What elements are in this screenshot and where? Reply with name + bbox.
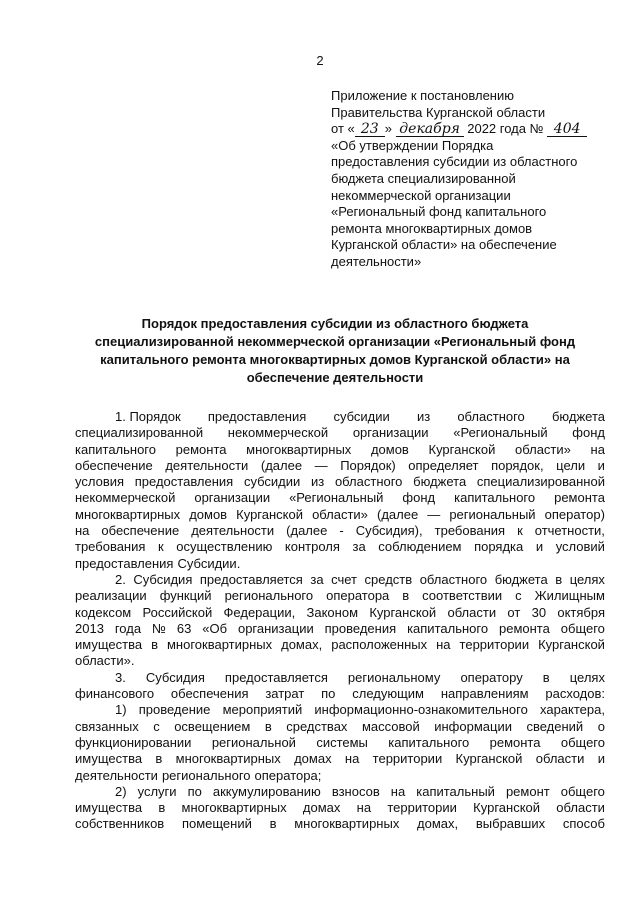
body-word: многоквартирных <box>75 506 181 522</box>
body-word: обеспечения <box>170 686 249 702</box>
body-word: освещением <box>174 718 251 734</box>
body-word: некоммерческой <box>227 425 329 441</box>
body-line <box>75 621 605 637</box>
body-word: Курганской <box>473 800 541 816</box>
body-word: (далее <box>286 523 328 539</box>
body-word: некоммерческой <box>75 490 176 506</box>
body-word: Субсидия), <box>355 523 423 539</box>
body-word: имущества <box>75 751 143 767</box>
body-word: года <box>114 620 142 636</box>
body-line <box>75 653 605 669</box>
body-word: требования <box>75 539 146 555</box>
date-prefix: от « <box>331 121 355 137</box>
body-line <box>75 442 605 458</box>
appendix-line: ремонта многоквартирных домов <box>331 220 533 236</box>
body-word: капитального <box>454 490 536 506</box>
body-word: с <box>153 718 160 734</box>
body-line <box>75 425 605 441</box>
body-word: проведения <box>324 620 397 636</box>
body-word: домов <box>189 506 228 522</box>
body-word: из <box>416 409 431 424</box>
body-word: связанных <box>75 718 139 734</box>
body-word: бюджета <box>551 409 605 424</box>
body-word: способ <box>562 816 605 832</box>
body-word: цели <box>556 457 586 473</box>
body-word: домах, <box>417 816 459 832</box>
body-word: в <box>402 588 410 604</box>
body-word: к <box>158 539 164 555</box>
body-word: региональному <box>347 669 441 685</box>
body-line <box>75 702 605 718</box>
body-word: целях <box>569 571 605 587</box>
body-word: области» <box>312 506 368 522</box>
body-word: общего <box>560 620 605 636</box>
year-text: 2022 года № <box>467 121 544 137</box>
appendix-line: Приложение к постановлению <box>331 88 514 103</box>
body-word: имущества <box>75 800 143 816</box>
body-word: 1. Порядок <box>115 409 181 424</box>
body-word: ремонт <box>505 783 550 799</box>
body-word: домах <box>294 751 332 767</box>
body-word: (далее <box>260 457 303 473</box>
body-word: Жилищным <box>534 588 605 604</box>
body-word: оператор) <box>544 506 605 522</box>
handwritten-number: 404 <box>547 123 587 137</box>
body-line <box>75 719 605 735</box>
body-line <box>75 784 605 800</box>
title-line: Порядок предоставления субсидии из областного бюджета <box>141 316 529 331</box>
body-word: Курганской <box>428 441 496 457</box>
body-word: региональной <box>211 734 296 750</box>
body-word: специализированной <box>476 474 605 490</box>
body-word: октября <box>557 604 605 620</box>
body-word: организации <box>237 620 314 636</box>
body-word: бюджета <box>413 474 467 490</box>
body-word: условия <box>75 474 125 490</box>
body-word: счет <box>331 571 357 587</box>
body-line <box>75 605 605 621</box>
body-word: отчетности, <box>534 523 605 539</box>
body-word: многоквартирных <box>246 441 352 457</box>
body-word: в <box>555 571 563 587</box>
body-word: ремонта <box>554 490 605 506</box>
body-word: определяет <box>408 457 479 473</box>
handwritten-month: декабря <box>396 123 464 137</box>
body-word: предоставления <box>207 409 307 424</box>
body-word: 2) <box>115 783 127 799</box>
body-word: информационно-ознакомительного <box>314 702 528 718</box>
body-word: Порядок) <box>340 457 396 473</box>
body-word: функций <box>159 588 212 604</box>
body-word: требования <box>434 523 506 539</box>
body-word: многоквартирных <box>181 800 287 816</box>
title-line: обеспечение деятельности <box>246 370 424 385</box>
body-word: общего <box>560 734 605 750</box>
body-word: Курганской <box>236 506 303 522</box>
body-word: капитального <box>75 441 156 457</box>
body-word: Субсидия <box>145 669 205 685</box>
body-word: обеспечение <box>75 457 153 473</box>
body-word: мероприятий <box>222 702 303 718</box>
body-word: и <box>597 751 605 767</box>
body-word: домах, <box>281 637 323 653</box>
body-word: на <box>390 783 406 799</box>
body-word: многоквартирных <box>166 637 273 653</box>
body-word: на <box>75 523 90 539</box>
body-word: субсидии <box>333 409 390 424</box>
body-word: (далее <box>376 506 419 522</box>
body-word: в <box>155 751 163 767</box>
body-word: «Региональный <box>453 425 548 441</box>
appendix-line: «Региональный фонд капитального <box>331 204 547 220</box>
body-word: кодексом <box>75 604 132 620</box>
body-word: следующим <box>352 686 424 702</box>
body-word: - <box>339 523 344 539</box>
body-line <box>75 670 605 686</box>
document-body <box>75 409 605 833</box>
body-line <box>75 816 605 832</box>
body-word: средствах <box>286 718 348 734</box>
body-word: на <box>590 441 605 457</box>
body-word: 2. <box>115 571 126 587</box>
body-line <box>75 539 605 555</box>
body-word: массовой <box>361 718 420 734</box>
body-word: Федерации, <box>223 604 296 620</box>
body-line <box>75 686 605 702</box>
body-word: 3. <box>115 669 126 685</box>
body-word: в <box>264 718 272 734</box>
body-word: Курганской <box>369 604 437 620</box>
body-word: организации <box>194 490 271 506</box>
body-word: фонд <box>402 490 436 506</box>
body-word: бюджета <box>494 571 548 587</box>
body-word: предоставляется <box>199 571 303 587</box>
appendix-line: Курганской области» на обеспечение <box>331 237 557 253</box>
body-word: области» <box>515 441 571 457</box>
body-word: обеспечение <box>101 523 180 539</box>
body-word: — <box>427 506 441 522</box>
body-word: аккумулированию <box>212 783 321 799</box>
body-line <box>75 637 605 653</box>
handwritten-day: 23 <box>355 123 385 137</box>
body-word: реализации <box>75 588 147 604</box>
body-line <box>75 458 605 474</box>
body-word: Законом <box>306 604 359 620</box>
body-word: многоквартирных <box>294 816 400 832</box>
body-word: предоставления <box>134 474 234 490</box>
body-word: в <box>542 669 550 685</box>
body-word: 2013 <box>75 620 104 636</box>
body-word: деятельности <box>165 457 249 473</box>
body-word: финансового <box>75 686 155 702</box>
body-line <box>75 735 605 751</box>
body-word: субсидии <box>243 474 301 490</box>
body-word: осуществлению <box>176 539 273 555</box>
body-word: на <box>356 800 372 816</box>
body-word: порядок, <box>491 457 544 473</box>
body-word: территории <box>459 637 530 653</box>
body-word: оператора <box>326 588 390 604</box>
body-word: на <box>436 637 451 653</box>
appendix-line: предоставления субсидии из областного <box>331 154 578 170</box>
body-word: в <box>269 816 277 832</box>
body-line <box>75 800 605 816</box>
body-word: капитального <box>407 620 489 636</box>
body-word: Российской <box>142 604 213 620</box>
body-word: региональный <box>449 506 536 522</box>
body-word: соблюдением <box>378 539 462 555</box>
body-word: собственников <box>75 816 165 832</box>
appendix-line: бюджета специализированной <box>331 170 516 186</box>
body-word: фонд <box>572 425 605 441</box>
body-word: системы <box>316 734 368 750</box>
body-word: по <box>187 783 202 799</box>
body-word: оператора; <box>254 767 322 783</box>
body-word: Субсидия <box>133 571 193 587</box>
body-word: целях <box>569 669 605 685</box>
body-word: расходов: <box>545 686 605 702</box>
body-line <box>75 523 605 539</box>
body-word: в <box>158 800 166 816</box>
appendix-header <box>331 88 611 271</box>
body-word: специализированной <box>75 425 204 441</box>
body-word: условий <box>555 539 605 555</box>
body-word: территории <box>387 800 457 816</box>
body-line <box>75 409 605 425</box>
body-word: за <box>352 539 366 555</box>
body-line <box>75 751 605 767</box>
body-word: по <box>321 686 336 702</box>
body-word: предоставляется <box>224 669 328 685</box>
body-word: порядка <box>474 539 524 555</box>
body-line <box>75 474 605 490</box>
document-title <box>60 315 610 387</box>
body-word: выбравших <box>475 816 546 832</box>
body-word: 63 <box>176 620 192 636</box>
body-line <box>75 556 605 572</box>
body-word: областного <box>457 409 525 424</box>
body-word: ремонта <box>498 620 550 636</box>
body-line <box>75 768 605 784</box>
body-word: предоставления <box>75 555 174 571</box>
page-number: 2 <box>316 53 324 68</box>
body-word: многоквартирных <box>175 751 281 767</box>
body-word: области <box>535 751 585 767</box>
body-word: имущества <box>75 637 143 653</box>
body-word: Субсидии. <box>177 555 241 571</box>
body-word: домов <box>370 441 409 457</box>
body-word: Курганской <box>538 637 605 653</box>
body-line <box>75 507 605 523</box>
body-word: ремонта <box>489 734 541 750</box>
body-word: функционировании <box>75 734 192 750</box>
body-word: «Об <box>202 620 228 636</box>
body-word: ремонта <box>175 441 227 457</box>
body-word: области». <box>75 653 135 669</box>
body-word: — <box>314 457 328 473</box>
body-word: «Региональный <box>289 490 384 506</box>
body-word: общего <box>560 783 605 799</box>
appendix-line: Правительства Курганской области <box>331 104 546 120</box>
body-word: из <box>311 474 325 490</box>
body-word: на <box>344 751 360 767</box>
body-word: регионального <box>161 767 251 783</box>
body-line <box>75 588 605 604</box>
body-word: 1) <box>115 702 127 718</box>
body-word: с <box>515 588 522 604</box>
body-line <box>75 572 605 588</box>
body-word: контроля <box>284 539 340 555</box>
body-word: средств <box>364 571 413 587</box>
body-word: капитальный <box>416 783 495 799</box>
body-word: направлениям <box>440 686 529 702</box>
body-word: регионального <box>224 588 314 604</box>
appendix-line: «Об утверждении Порядка <box>331 137 494 153</box>
body-word: сведений <box>526 718 584 734</box>
body-word: информации <box>434 718 512 734</box>
body-word: характера, <box>539 702 605 718</box>
body-word: деятельности <box>191 523 275 539</box>
body-word: от <box>507 604 521 620</box>
body-word: территории <box>372 751 443 767</box>
body-word: 30 <box>531 604 547 620</box>
body-word: в <box>151 637 158 653</box>
appendix-line: деятельности» <box>331 253 422 269</box>
body-word: области <box>556 800 605 816</box>
body-word: областного <box>419 571 488 587</box>
body-word: соответствии <box>422 588 503 604</box>
body-word: Курганской <box>455 751 523 767</box>
body-word: организации <box>352 425 429 441</box>
date-mid: » <box>384 121 392 137</box>
title-line: капитального ремонта многоквартирных домов Курганской области» на <box>100 352 570 367</box>
appendix-date-line <box>331 121 611 138</box>
appendix-line: некоммерческой организации <box>331 187 511 203</box>
body-word: областного <box>334 474 403 490</box>
title-line: специализированной некоммерческой организации «Региональный фонд <box>94 334 576 349</box>
body-word: № <box>151 620 166 636</box>
body-word: оператору <box>460 669 523 685</box>
body-word: области <box>447 604 497 620</box>
body-word: затрат <box>265 686 305 702</box>
body-word: деятельности <box>75 767 158 783</box>
body-line <box>75 490 605 506</box>
body-word: и <box>597 457 605 473</box>
body-word: к <box>517 523 523 539</box>
body-word: помещений <box>181 816 252 832</box>
body-word: проведение <box>138 702 211 718</box>
body-word: домах <box>302 800 341 816</box>
body-word: о <box>597 718 605 734</box>
body-word: услуги <box>137 783 177 799</box>
body-word: за <box>310 571 324 587</box>
body-word: и <box>535 539 544 555</box>
body-word: капитального <box>388 734 470 750</box>
body-word: взносов <box>331 783 380 799</box>
body-word: расположенных <box>331 637 428 653</box>
